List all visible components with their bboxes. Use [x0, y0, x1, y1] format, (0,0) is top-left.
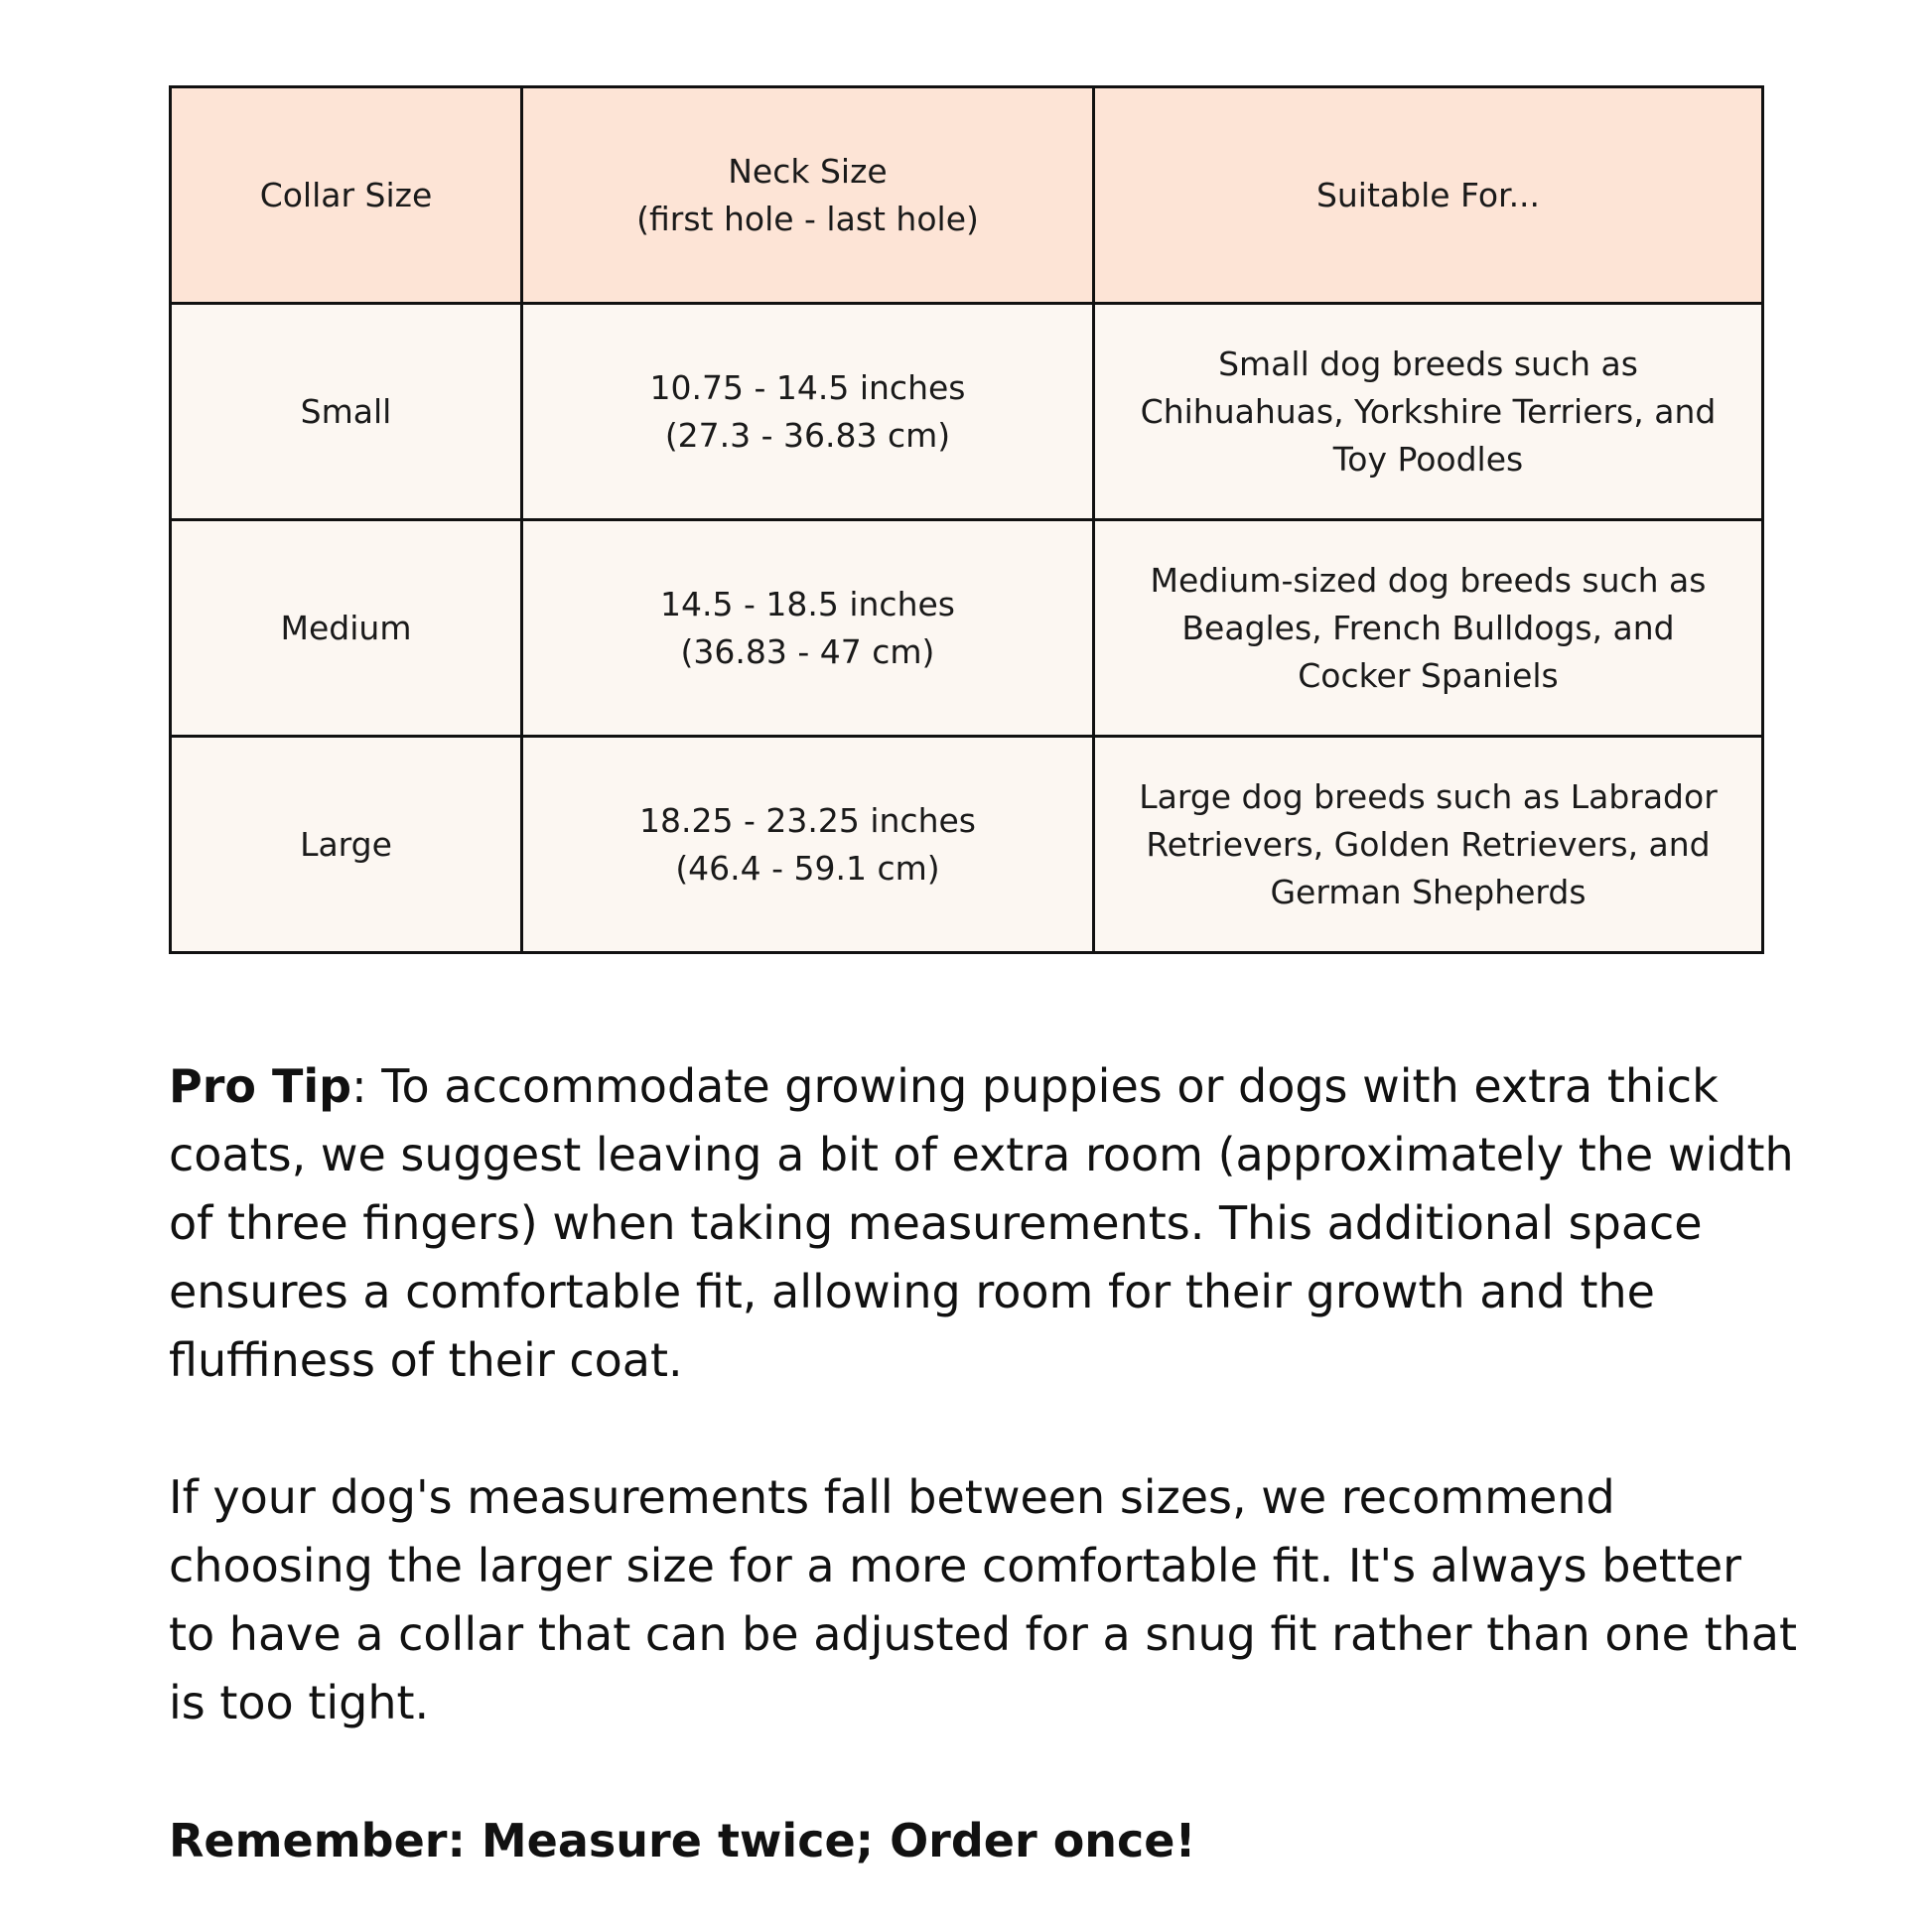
pro-tip-paragraph	[169, 1052, 1797, 1395]
suitable-for-line: German Shepherds	[1270, 872, 1587, 911]
suitable-for-line: Cocker Spaniels	[1298, 655, 1559, 695]
table-row	[171, 520, 1763, 737]
suitable-for-line: Small dog breeds such as	[1218, 344, 1638, 383]
table-row	[171, 737, 1763, 953]
suitable-for-line: Beagles, French Bulldogs, and	[1181, 608, 1675, 647]
suitable-for-line: Toy Poodles	[1332, 439, 1524, 479]
cell-suitable-for	[1094, 520, 1763, 737]
header-neck-size-label: Neck Size	[728, 151, 888, 191]
suitable-for-line: Medium-sized dog breeds such as	[1150, 560, 1707, 600]
sizing-advice-paragraph: If your dog's measurements fall between sizes, we recommend choosing the larger size for a more comfortable fit. It's always better to have a collar that can be adjusted for a snug fit rather than one that is too tight.	[169, 1470, 1798, 1729]
header-suitable-for	[1094, 87, 1763, 304]
header-collar-size	[171, 87, 522, 304]
suitable-for-line: Large dog breeds such as Labrador	[1139, 776, 1718, 816]
neck-size-cm: (27.3 - 36.83 cm)	[664, 415, 951, 455]
neck-size-inches: 14.5 - 18.5 inches	[660, 584, 955, 623]
collar-size-table	[169, 85, 1764, 954]
neck-size-cm: (36.83 - 47 cm)	[680, 631, 935, 671]
collar-size-value: Medium	[280, 608, 412, 647]
suitable-for-line: Retrievers, Golden Retrievers, and	[1146, 824, 1711, 864]
cell-collar-size	[171, 520, 522, 737]
table-row	[171, 304, 1763, 520]
neck-size-inches: 18.25 - 23.25 inches	[639, 800, 976, 840]
cell-collar-size	[171, 304, 522, 520]
pro-tip-text: : To accommodate growing puppies or dogs with extra thick coats, we suggest leaving a bit of extra room (approximately the width of three fingers) when taking measurements. This additional space ensures a comfortable fit, allowing room for their growth and the fluffiness of their coat.	[169, 1059, 1794, 1387]
header-collar-size-label: Collar Size	[259, 175, 433, 214]
neck-size-inches: 10.75 - 14.5 inches	[649, 367, 966, 407]
pro-tip-label: Pro Tip	[169, 1059, 352, 1113]
suitable-for-line: Chihuahuas, Yorkshire Terriers, and	[1140, 391, 1717, 431]
collar-size-value: Large	[300, 824, 392, 864]
table-header-row	[171, 87, 1763, 304]
reminder-text: Remember: Measure twice; Order once!	[169, 1814, 1196, 1867]
neck-size-cm: (46.4 - 59.1 cm)	[675, 848, 940, 888]
cell-neck-size	[522, 304, 1094, 520]
cell-collar-size	[171, 737, 522, 953]
header-suitable-for-label: Suitable For...	[1315, 175, 1541, 214]
header-neck-size	[522, 87, 1094, 304]
collar-size-value: Small	[300, 391, 392, 431]
cell-suitable-for	[1094, 304, 1763, 520]
cell-suitable-for	[1094, 737, 1763, 953]
header-neck-size-sublabel: (first hole - last hole)	[636, 199, 979, 238]
cell-neck-size	[522, 520, 1094, 737]
cell-neck-size	[522, 737, 1094, 953]
